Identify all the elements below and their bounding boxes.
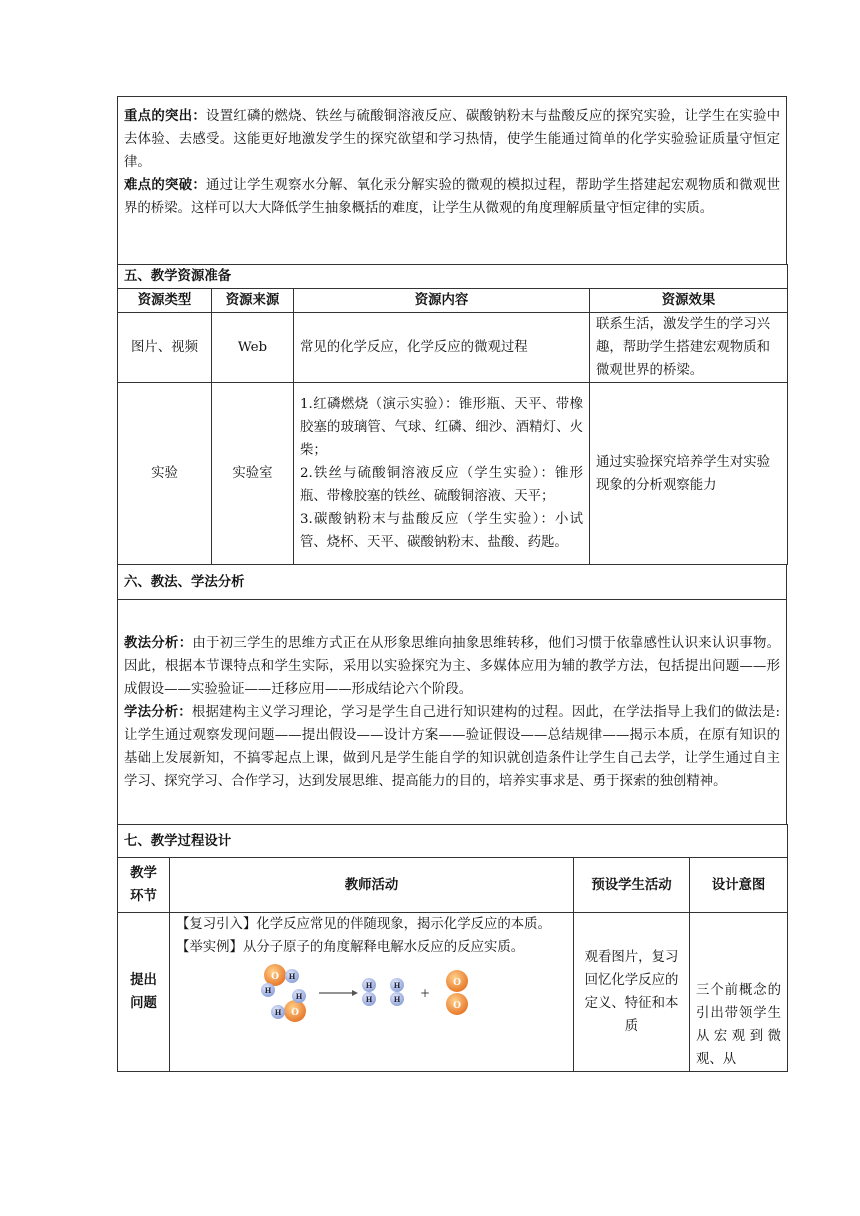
resource-row1-type: 图片、视频 [118,313,212,383]
example-text: 【举实例】从分子原子的角度解释电解水反应的反应实质。 [176,940,525,955]
process-header-teacher: 教师活动 [170,858,574,913]
water-electrolysis-diagram [176,963,567,1029]
experiment-item-1: 1.红磷燃烧（演示实验）：锥形瓶、天平、带橡胶塞的玻璃管、气球、红磷、细沙、酒精灯、火柴； [300,397,583,458]
process-header-stage: 教学环节 [118,858,170,913]
teaching-method-text: 由于初三学生的思维方式正在从形象思维向抽象思维转移，他们习惯于依靠感性认识来认识事物。因此，根据本节课特点和学生实际，采用以实验探究为主、多媒体应用为辅的教学方法，包括提出问题——形成假设——实验验证——迁移应用——形成结论六个阶段。 [124,635,781,697]
teacher-activity-cell [170,913,574,1072]
section5-title: 五、教学资源准备 [118,265,788,289]
oxygen-label: O [290,1008,299,1018]
molecule-diagram-svg [257,963,487,1029]
oxygen-molecule [446,970,468,1015]
teaching-method-paragraph [124,632,780,701]
review-intro-text: 【复习引入】化学反应常见的伴随现象，揭示化学反应的本质。 [176,917,551,932]
section6-title: 六、教法、学法分析 [118,565,787,600]
difficulty-paragraph [124,174,780,220]
resources-header-effect: 资源效果 [590,289,788,313]
oxygen-label: O [270,972,279,982]
learning-method-paragraph [124,701,780,793]
experiment-item-2: 2.铁丝与硫酸铜溶液反应（学生实验）：锥形瓶、带橡胶塞的铁丝、硫酸铜溶液、天平； [300,466,583,504]
process-table [117,824,788,1072]
highlight-label: 重点的突出： [124,108,207,124]
resource-row1-source: Web [212,313,294,383]
resource-row2-effect: 通过实验探究培养学生对实验现象的分析观察能力 [590,383,788,565]
hydrogen-label: H [295,992,302,1001]
hydrogen-label: H [288,972,295,981]
key-points-cell [118,97,787,265]
learning-method-label: 学法分析： [124,703,192,720]
process-header-student: 预设学生活动 [574,858,690,913]
hydrogen-label: H [365,981,372,990]
oxygen-label: O [452,978,461,988]
reaction-arrow-icon [319,990,358,996]
experiment-item-3: 3.碳酸钠粉末与盐酸反应（学生实验）：小试管、烧杯、天平、碳酸钠粉末、盐酸、药匙。 [300,512,583,550]
highlight-text: 设置红磷的燃烧、铁丝与硫酸铜溶液反应、碳酸钠粉末与盐酸反应的探究实验，让学生在实验中去体验、去感受。这能更好地激发学生的探究欲望和学习热情，使学生能通过简单的化学实验验证质量守恒定律。 [124,109,781,170]
highlight-paragraph [124,105,780,174]
hydrogen-molecules [362,978,404,1006]
methods-cell [118,600,787,825]
document-page [117,96,787,1072]
water-molecule-2 [271,989,306,1022]
teaching-method-label: 教法分析： [124,634,193,651]
process-header-intent: 设计意图 [690,858,788,913]
design-intent-cell: 三个前概念的引出带领学生从宏观到微观、从 [690,913,788,1072]
resource-row2-content [294,383,590,565]
resources-header-source: 资源来源 [212,289,294,313]
oxygen-label: O [452,1001,461,1011]
plus-sign: + [419,986,430,1000]
resource-row2-type: 实验 [118,383,212,565]
resource-row2-source: 实验室 [212,383,294,565]
hydrogen-label: H [274,1008,281,1017]
methods-table [117,564,787,825]
resources-table [117,264,788,565]
section7-title: 七、教学过程设计 [118,825,788,858]
resources-header-content: 资源内容 [294,289,590,313]
key-points-table [117,96,787,265]
student-activity-cell: 观看图片，复习回忆化学反应的定义、特征和本质 [574,913,690,1072]
hydrogen-label: H [393,995,400,1004]
hydrogen-label: H [264,986,271,995]
difficulty-text: 通过让学生观察水分解、氧化汞分解实验的微观的模拟过程，帮助学生搭建起宏观物质和微观世界的桥梁。这样可以大大降低学生抽象概括的难度，让学生从微观的角度理解质量守恒定律的实质。 [124,178,781,216]
resource-row1-effect: 联系生活，激发学生的学习兴趣，帮助学生搭建宏观物质和微观世界的桥梁。 [590,313,788,383]
hydrogen-label: H [365,995,372,1004]
difficulty-label: 难点的突破： [124,177,207,193]
stage-cell: 提出问题 [118,913,170,1072]
resource-row1-content: 常见的化学反应，化学反应的微观过程 [294,313,590,383]
hydrogen-label: H [393,981,400,990]
resources-header-type: 资源类型 [118,289,212,313]
learning-method-text: 根据建构主义学习理论，学习是学生自己进行知识建构的过程。因此，在学法指导上我们的做法是:让学生通过观察发现问题——提出假设——设计方案——验证假设——总结规律——揭示本质，在原有知识的基础上发展新知，不搞零起点上课，做到凡是学生能自学的知识就创造条件让学生自己去学，让学生通过自主学习、探究学习、合作学习，达到发展思维、提高能力的目的，培养实事求是、勇于探索的独创精神。 [124,704,781,789]
